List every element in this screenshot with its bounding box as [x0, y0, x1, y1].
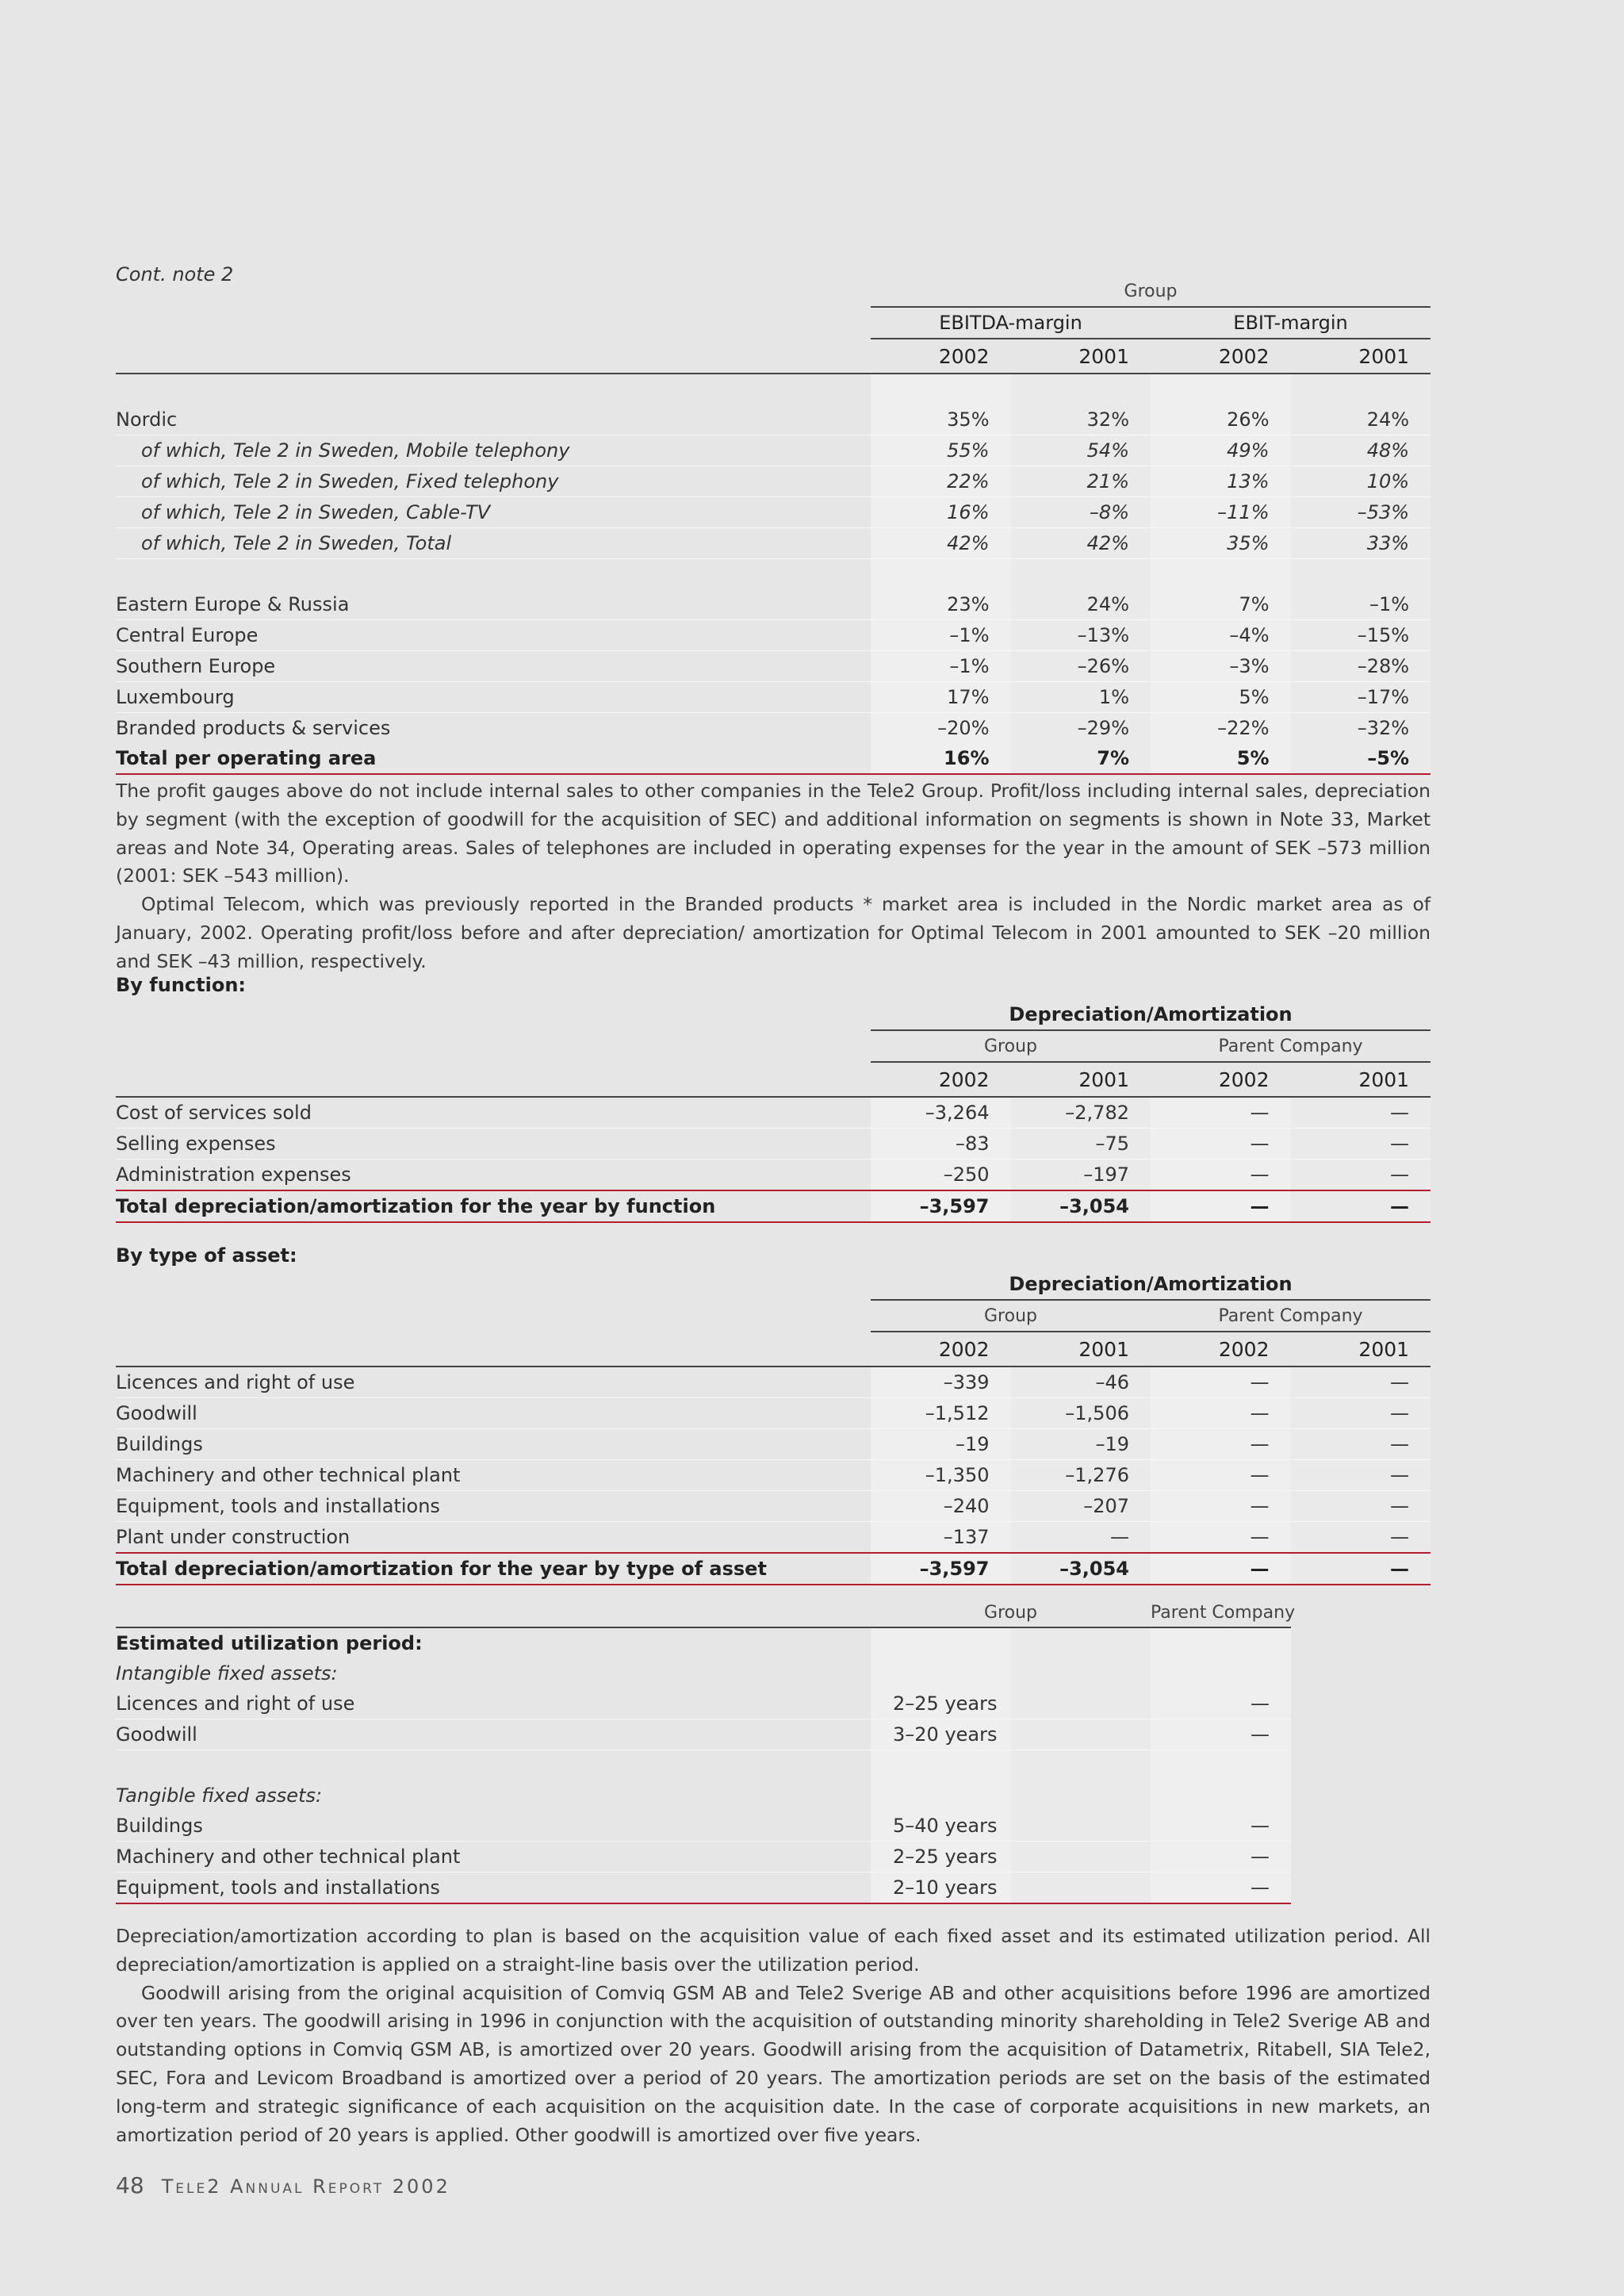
cell-value: –22%	[1151, 713, 1291, 744]
year-header: 2001	[1011, 1332, 1151, 1366]
table-row	[116, 1842, 1291, 1872]
row-label: Goodwill	[116, 1719, 871, 1750]
year-header: 2001	[1011, 1062, 1151, 1097]
cell-value: –240	[871, 1491, 1011, 1522]
row-label: Total per operating area	[116, 743, 871, 774]
paragraph: Depreciation/amortization according to plan is based on the acquisition value of each fixed asset and its estimated utilization period. All depreciation/amortization is applied on a straight-line basis over the utilization period.	[116, 1925, 1431, 1976]
parent-company-header: Parent Company	[1151, 1300, 1431, 1332]
cell-value: —	[1151, 1491, 1291, 1522]
row-label: Machinery and other technical plant	[116, 1460, 871, 1491]
group-header: Group	[871, 1030, 1151, 1062]
table-row	[116, 528, 1431, 559]
cell-value: –339	[871, 1366, 1011, 1398]
cell-value: –8%	[1011, 497, 1151, 528]
total-row	[116, 1190, 1431, 1222]
table-row	[116, 466, 1431, 497]
cell-value: —	[1291, 1398, 1431, 1429]
cell-value: –3,597	[871, 1553, 1011, 1585]
cell-value: 2–10 years	[871, 1872, 1011, 1904]
row-label: Equipment, tools and installations	[116, 1491, 871, 1522]
cell-value: –17%	[1291, 682, 1431, 713]
depreciation-by-asset-table	[116, 1269, 1431, 1585]
table-row	[116, 404, 1431, 435]
cell-value: –3,054	[1011, 1190, 1151, 1222]
row-label: Total depreciation/amortization for the year by type of asset	[116, 1553, 871, 1585]
cell-value: –1,512	[871, 1398, 1011, 1429]
table-row	[116, 1872, 1291, 1904]
cell-value: –197	[1011, 1159, 1151, 1191]
cell-value: —	[1151, 1522, 1291, 1554]
cell-value: –26%	[1011, 651, 1151, 682]
cell-value: –137	[871, 1522, 1011, 1554]
row-label: Buildings	[116, 1811, 871, 1842]
table-row	[116, 497, 1431, 528]
cell-value: —	[1151, 1719, 1291, 1750]
row-label: Selling expenses	[116, 1129, 871, 1159]
cell-value: —	[1151, 1842, 1291, 1872]
section-heading: By function:	[116, 974, 247, 996]
cell-value: —	[1291, 1097, 1431, 1129]
cell-value: —	[1151, 1190, 1291, 1222]
depreciation-header: Depreciation/Amortization	[871, 1269, 1431, 1300]
cell-value: 16%	[871, 497, 1011, 528]
cell-value: —	[1011, 1522, 1151, 1554]
row-label: of which, Tele 2 in Sweden, Total	[116, 528, 871, 559]
table-row	[116, 1429, 1431, 1460]
cell-value: 17%	[871, 682, 1011, 713]
cell-value: 5%	[1151, 682, 1291, 713]
year-header: 2002	[1151, 1332, 1291, 1366]
cell-value: –3%	[1151, 651, 1291, 682]
row-label: of which, Tele 2 in Sweden, Cable-TV	[116, 497, 871, 528]
cell-value: —	[1291, 1460, 1431, 1491]
cell-value: —	[1291, 1190, 1431, 1222]
cell-value: 35%	[1151, 528, 1291, 559]
cell-value: 26%	[1151, 404, 1291, 435]
row-label: Goodwill	[116, 1398, 871, 1429]
year-header: 2001	[1291, 339, 1431, 374]
row-label: Nordic	[116, 404, 871, 435]
margins-commentary	[116, 777, 1431, 976]
group-header: Group	[871, 1300, 1151, 1332]
cell-value: –75	[1011, 1129, 1151, 1159]
cell-value: —	[1291, 1429, 1431, 1460]
section-heading: Estimated utilization period:	[116, 1627, 871, 1658]
cell-value: –15%	[1291, 620, 1431, 651]
row-label: Machinery and other technical plant	[116, 1842, 871, 1872]
group-header: Group	[871, 276, 1431, 307]
cell-value: –20%	[871, 713, 1011, 744]
paragraph: Optimal Telecom, which was previously reported in the Branded products * market area is included in the Nordic market area as of January, 2002. Operating profit/loss before and after depreciation/ amortization for Optimal Telecom in 2001 amounted to SEK –20 million and SEK –43 million, respectively.	[116, 893, 1431, 972]
cell-value: 1%	[1011, 682, 1151, 713]
row-label: Central Europe	[116, 620, 871, 651]
parent-company-header: Parent Company	[1151, 1030, 1431, 1062]
cell-value: 33%	[1291, 528, 1431, 559]
cell-value: 54%	[1011, 435, 1151, 466]
cell-value: –19	[1011, 1429, 1151, 1460]
cell-value: 16%	[871, 743, 1011, 774]
table-row	[116, 1719, 1291, 1750]
cell-value: 7%	[1151, 589, 1291, 620]
cell-value: –29%	[1011, 713, 1151, 744]
row-label: Licences and right of use	[116, 1688, 871, 1719]
ebitda-margin-header: EBITDA-margin	[871, 307, 1151, 339]
year-header: 2002	[1151, 1062, 1291, 1097]
row-label: of which, Tele 2 in Sweden, Mobile telephony	[116, 435, 871, 466]
row-label: Branded products & services	[116, 717, 391, 739]
depreciation-header: Depreciation/Amortization	[871, 999, 1431, 1030]
group-header: Group	[984, 1602, 1037, 1623]
table-row	[116, 589, 1431, 620]
total-row	[116, 1553, 1431, 1585]
paragraph: Goodwill arising from the original acquisition of Comviq GSM AB and Tele2 Sverige AB and other acquisitions before 1996 are amortized over ten years. The goodwill arising in 1996 in conjunction with the acquisition of outstanding minority shareholding in Tele2 Sverige AB and outstanding options in Comviq GSM AB, is amortized over 20 years. Goodwill arising from the acquisition of Datametrix, Ritabell, SIA Tele2, SEC, Fora and Levicom Broadband is amortized over a period of 20 years. The amortization periods are set on the basis of the estimated long-term and strategic significance of each acquisition on the acquisition date. In the case of corporate acquisitions in new markets, an amortization period of 20 years is applied. Other goodwill is amortized over five years.	[116, 1981, 1431, 2146]
cell-value: –83	[871, 1129, 1011, 1159]
cell-value: –46	[1011, 1366, 1151, 1398]
cell-value: 22%	[871, 466, 1011, 497]
cell-value: –1,276	[1011, 1460, 1151, 1491]
cell-value: –1%	[871, 651, 1011, 682]
cell-value: 24%	[1011, 589, 1151, 620]
subsection-label: Intangible fixed assets:	[116, 1662, 338, 1685]
cell-value: —	[1151, 1429, 1291, 1460]
cell-value: 2–25 years	[871, 1688, 1011, 1719]
table-row	[116, 1688, 1291, 1719]
row-label: Equipment, tools and installations	[116, 1872, 871, 1904]
cell-value: —	[1291, 1159, 1431, 1191]
cell-value: 3–20 years	[871, 1719, 1011, 1750]
cell-value: —	[1151, 1460, 1291, 1491]
cell-value: —	[1151, 1129, 1291, 1159]
cell-value: 5–40 years	[871, 1811, 1011, 1842]
cell-value: —	[1151, 1688, 1291, 1719]
cell-value: —	[1291, 1129, 1431, 1159]
cell-value: 5%	[1151, 743, 1291, 774]
cell-value: —	[1151, 1553, 1291, 1585]
cell-value: –32%	[1291, 713, 1431, 744]
note-label: Cont. note 2	[116, 263, 234, 286]
row-label: Licences and right of use	[116, 1366, 871, 1398]
cell-value: –3,597	[871, 1190, 1011, 1222]
table-row	[116, 1129, 1431, 1159]
row-label: Cost of services sold	[116, 1097, 871, 1129]
row-label: Total depreciation/amortization for the year by function	[116, 1190, 871, 1222]
cell-value: 42%	[1011, 528, 1151, 559]
table-row	[116, 1398, 1431, 1429]
cell-value: 42%	[871, 528, 1011, 559]
row-label: Buildings	[116, 1429, 871, 1460]
cell-value: 48%	[1291, 435, 1431, 466]
cell-value: –3,054	[1011, 1553, 1151, 1585]
year-header: 2002	[871, 339, 1011, 374]
cell-value: –53%	[1291, 497, 1431, 528]
table-row	[116, 620, 1431, 651]
cell-value: 55%	[871, 435, 1011, 466]
cell-value: —	[1151, 1811, 1291, 1842]
row-label: of which, Tele 2 in Sweden, Fixed telephony	[116, 466, 871, 497]
table-row	[116, 1097, 1431, 1129]
year-header: 2001	[1291, 1062, 1431, 1097]
year-header: 2002	[871, 1332, 1011, 1366]
cell-value: –4%	[1151, 620, 1291, 651]
ebit-margin-header: EBIT-margin	[1151, 307, 1431, 339]
table-row	[116, 1522, 1431, 1554]
cell-value: –1%	[871, 620, 1011, 651]
page-number: 48	[116, 2172, 144, 2198]
cell-value: —	[1151, 1398, 1291, 1429]
cell-value: 10%	[1291, 466, 1431, 497]
table-row	[116, 1491, 1431, 1522]
cell-value: —	[1151, 1097, 1291, 1129]
year-header: 2002	[1151, 339, 1291, 374]
parent-company-header: Parent Company	[1151, 1602, 1296, 1623]
cell-value: –5%	[1291, 743, 1431, 774]
cell-value: —	[1151, 1872, 1291, 1904]
cell-value: 24%	[1291, 404, 1431, 435]
cell-value: 7%	[1011, 743, 1151, 774]
cell-value: —	[1151, 1159, 1291, 1191]
margins-table	[116, 276, 1431, 775]
depreciation-by-function-table	[116, 999, 1431, 1223]
cell-value: –2,782	[1011, 1097, 1151, 1129]
cell-value: 21%	[1011, 466, 1151, 497]
cell-value: 49%	[1151, 435, 1291, 466]
table-row	[116, 1366, 1431, 1398]
cell-value: —	[1291, 1366, 1431, 1398]
cell-value: –3,264	[871, 1097, 1011, 1129]
cell-value: –207	[1011, 1491, 1151, 1522]
cell-value: 2–25 years	[871, 1842, 1011, 1872]
report-title: Tele2 Annual Report 2002	[161, 2175, 450, 2198]
row-label: Southern Europe	[116, 651, 871, 682]
year-header: 2001	[1291, 1332, 1431, 1366]
total-row	[116, 743, 1431, 774]
page-footer	[116, 2172, 450, 2198]
table-row	[116, 1811, 1291, 1842]
cell-value: —	[1291, 1553, 1431, 1585]
table-row	[116, 1159, 1431, 1191]
year-header: 2002	[871, 1062, 1011, 1097]
cell-value: —	[1291, 1522, 1431, 1554]
cell-value: –13%	[1011, 620, 1151, 651]
table-row	[116, 435, 1431, 466]
cell-value: –1,350	[871, 1460, 1011, 1491]
table-row	[116, 713, 1431, 744]
section-heading: By type of asset:	[116, 1244, 297, 1267]
table-row	[116, 651, 1431, 682]
cell-value: –250	[871, 1159, 1011, 1191]
cell-value: –1,506	[1011, 1398, 1151, 1429]
paragraph: The profit gauges above do not include internal sales to other companies in the Tele2 Group. Profit/loss including internal sales, depreciation by segment (with the exception of goodwill for the acquisition of SEC) and additional information on segments is shown in Note 33, Market areas and Note 34, Operating areas. Sales of telephones are included in operating expenses for the year in the amount of SEK –573 million (2001: SEK –543 million).	[116, 780, 1431, 887]
cell-value: —	[1151, 1366, 1291, 1398]
cell-value: 23%	[871, 589, 1011, 620]
row-label: Plant under construction	[116, 1526, 350, 1548]
cell-value: 35%	[871, 404, 1011, 435]
cell-value: –19	[871, 1429, 1011, 1460]
row-label: Administration expenses	[116, 1163, 351, 1186]
subsection-label: Tangible fixed assets:	[116, 1784, 323, 1807]
cell-value: –11%	[1151, 497, 1291, 528]
table-row	[116, 682, 1431, 713]
row-label: Eastern Europe & Russia	[116, 589, 871, 620]
row-label: Luxembourg	[116, 682, 871, 713]
cell-value: —	[1291, 1491, 1431, 1522]
cell-value: –28%	[1291, 651, 1431, 682]
depreciation-commentary	[116, 1922, 1431, 2149]
cell-value: 32%	[1011, 404, 1151, 435]
utilization-period-table	[116, 1598, 1296, 1904]
cell-value: 13%	[1151, 466, 1291, 497]
table-row	[116, 1460, 1431, 1491]
cell-value: –1%	[1291, 589, 1431, 620]
year-header: 2001	[1011, 339, 1151, 374]
